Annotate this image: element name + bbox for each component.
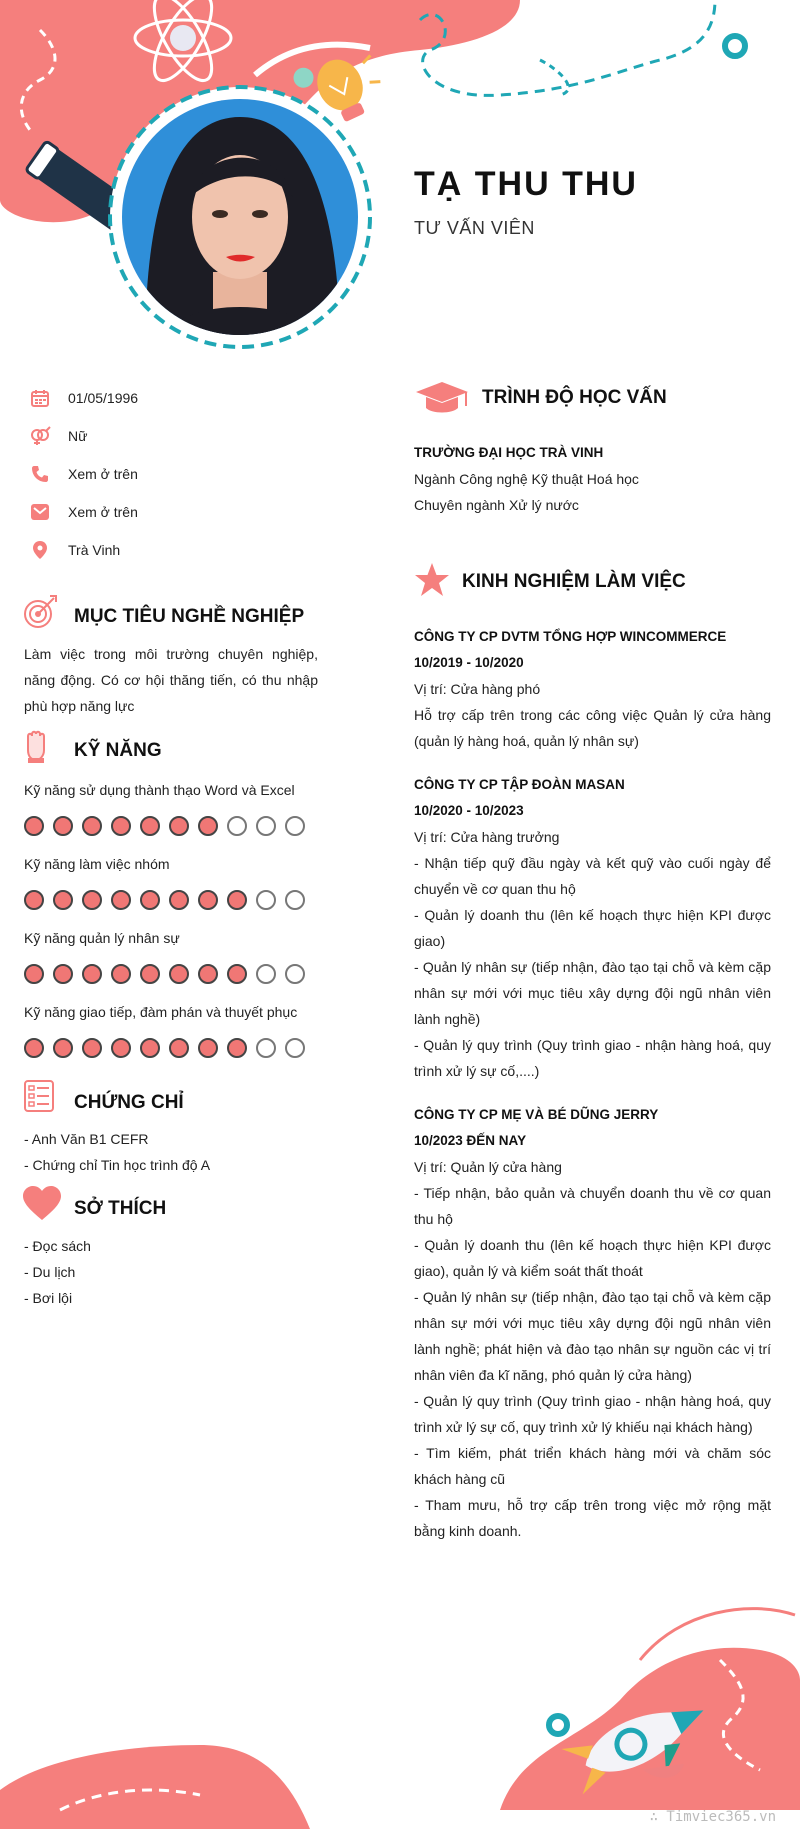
certificates-title: CHỨNG CHỈ (74, 1092, 184, 1113)
skill-label: Kỹ năng sử dụng thành thạo Word và Excel (24, 782, 295, 798)
location-icon (28, 538, 52, 562)
certificate-item: - Chứng chỉ Tin học trình độ A (24, 1157, 211, 1173)
education-line: Ngành Công nghệ Kỹ thuật Hoá học (414, 471, 639, 487)
job-detail-line: - Nhận tiếp quỹ đầu ngày và kết quỹ vào cuối ngày để chuyển về cơ quan thu hộ (414, 855, 771, 897)
contact-gender (28, 424, 87, 448)
graduation-cap-icon (414, 380, 470, 421)
job-period: 10/2020 - 10/2023 (414, 803, 524, 818)
calendar-icon (28, 386, 52, 410)
skill-dot-filled (140, 1038, 160, 1058)
contact-text: Xem ở trên (68, 504, 138, 520)
skill-dot-filled (111, 816, 131, 836)
certificate-item: - Anh Văn B1 CEFR (24, 1131, 149, 1147)
contact-text: 01/05/1996 (68, 390, 139, 406)
gender-icon (28, 424, 52, 448)
contact-text: Nữ (68, 428, 88, 444)
skill-dot-filled (169, 1038, 189, 1058)
job-detail-line: - Tìm kiếm, phát triển khách hàng mới và chăm sóc khách hàng cũ (414, 1445, 771, 1487)
skill-dot-filled (198, 964, 218, 984)
skill-dot-filled (24, 816, 44, 836)
job-period: 10/2019 - 10/2020 (414, 655, 524, 670)
job-detail-line: - Quản lý nhân sự (tiếp nhận, đào tạo tại chỗ và kèm cặp nhân sự mới với mục tiêu xây dựng đội ngũ nhân viên lành nghề) (414, 959, 771, 1027)
skill-rating (24, 816, 314, 836)
job-detail-line: - Quản lý doanh thu (lên kế hoạch thực hiện KPI được giao), quản lý và kiểm soát thất thoát (414, 1237, 771, 1279)
education-title: TRÌNH ĐỘ HỌC VẤN (482, 387, 667, 408)
objective-text (24, 641, 318, 719)
skill-dot-filled (82, 1038, 102, 1058)
company-name: CÔNG TY CP TẬP ĐOÀN MASAN (414, 777, 625, 792)
hobbies-title: SỞ THÍCH (74, 1198, 167, 1219)
skill-dot-filled (111, 964, 131, 984)
skill-dot-filled (111, 1038, 131, 1058)
skill-dot-empty (256, 890, 276, 910)
job-detail-line: - Tham mưu, hỗ trợ cấp trên trong việc mở rộng mặt bằng kinh doanh. (414, 1497, 771, 1539)
company-name: CÔNG TY CP DVTM TỔNG HỢP WINCOMMERCE (414, 629, 727, 644)
target-icon (22, 594, 58, 635)
job-detail-line: Hỗ trợ cấp trên trong các công việc Quản lý cửa hàng (quản lý hàng hoá, quản lý nhân sự) (414, 707, 771, 749)
checklist-icon (24, 1080, 54, 1117)
skill-rating (24, 964, 314, 984)
company-name: CÔNG TY CP MẸ VÀ BÉ DŨNG JERRY (414, 1107, 659, 1122)
skill-dot-filled (227, 964, 247, 984)
job-detail-line: - Quản lý quy trình (Quy trình giao - nhận hàng hoá, quy trình xử lý sự cố,....) (414, 1037, 771, 1079)
education-line: Chuyên ngành Xử lý nước (414, 497, 579, 513)
heart-icon (22, 1186, 62, 1227)
profile-photo (105, 82, 375, 352)
skill-dot-filled (82, 816, 102, 836)
skill-dot-empty (285, 816, 305, 836)
skill-dot-filled (24, 890, 44, 910)
skill-label: Kỹ năng giao tiếp, đàm phán và thuyết phục (24, 1004, 298, 1020)
hand-icon (24, 730, 50, 769)
education-block (414, 440, 771, 518)
contact-birthday (28, 386, 138, 410)
skill-dot-filled (53, 1038, 73, 1058)
skill-dot-filled (169, 816, 189, 836)
hobby-item: - Bơi lội (24, 1290, 73, 1306)
watermark: ∴ Timviec365.vn (649, 1809, 776, 1825)
skill-dot-filled (140, 890, 160, 910)
job-detail-line: Vị trí: Cửa hàng phó (414, 681, 541, 697)
experience-item (414, 772, 771, 1084)
contact-phone (28, 462, 138, 486)
job-detail-line: - Quản lý quy trình (Quy trình giao - nhận hàng hoá, quy trình xử lý sự cố, quy trình xử lý khiếu nại khách hàng) (414, 1393, 771, 1435)
skill-dot-filled (24, 1038, 44, 1058)
skill-dot-filled (198, 890, 218, 910)
job-detail-line: - Quản lý doanh thu (lên kế hoạch thực hiện KPI được giao) (414, 907, 771, 949)
skill-dot-empty (227, 816, 247, 836)
skill-dot-filled (24, 964, 44, 984)
skill-dot-filled (198, 816, 218, 836)
skill-dot-empty (256, 964, 276, 984)
skill-dot-filled (140, 816, 160, 836)
job-period: 10/2023 ĐẾN NAY (414, 1133, 527, 1148)
skill-dot-filled (198, 1038, 218, 1058)
skill-dot-filled (111, 890, 131, 910)
experience-list (414, 624, 771, 1562)
skill-dot-filled (53, 816, 73, 836)
watermark-text: Timviec365.vn (666, 1809, 776, 1825)
skill-dot-filled (227, 1038, 247, 1058)
objective-line: năng động. Có cơ hội thăng tiến, có thu nhập (24, 672, 318, 688)
email-icon (28, 500, 52, 524)
skill-dot-filled (82, 964, 102, 984)
contact-text: Xem ở trên (68, 466, 138, 482)
skill-dot-filled (169, 964, 189, 984)
experience-item (414, 1102, 771, 1544)
job-title: TƯ VẤN VIÊN (414, 218, 535, 238)
skill-rating (24, 1038, 314, 1058)
skill-dot-empty (256, 816, 276, 836)
experience-item (414, 624, 771, 754)
skill-dot-filled (82, 890, 102, 910)
skill-dot-empty (256, 1038, 276, 1058)
contact-location (28, 538, 120, 562)
skill-dot-filled (53, 890, 73, 910)
job-detail-line: Vị trí: Cửa hàng trưởng (414, 829, 560, 845)
star-icon (414, 562, 450, 603)
skill-dot-empty (285, 1038, 305, 1058)
objective-line: phù hợp năng lực (24, 698, 135, 714)
skill-label: Kỹ năng làm việc nhóm (24, 856, 170, 872)
skill-dot-filled (140, 964, 160, 984)
job-detail-line: - Quản lý nhân sự (tiếp nhận, đào tạo tại chỗ và kèm cặp nhân sự mới với mục tiêu xây dựng đội ngũ nhân viên lành nghề; phát hiện và đào tạo nhân sự nguồn các vị trí nhân viên đa kĩ năng, phó quản lý cửa hàng) (414, 1289, 771, 1383)
job-detail-line: Vị trí: Quản lý cửa hàng (414, 1159, 562, 1175)
school-name: TRƯỜNG ĐẠI HỌC TRÀ VINH (414, 445, 604, 460)
skill-dot-filled (169, 890, 189, 910)
objective-title: MỤC TIÊU NGHỀ NGHIỆP (74, 606, 305, 627)
skill-dot-filled (53, 964, 73, 984)
skill-rating (24, 890, 314, 910)
contact-text: Trà Vinh (68, 542, 121, 558)
phone-icon (28, 462, 52, 486)
hobby-item: - Đọc sách (24, 1238, 91, 1254)
skill-label: Kỹ năng quản lý nhân sự (24, 930, 180, 946)
job-detail-line: - Tiếp nhận, bảo quản và chuyển doanh thu về cơ quan thu hộ (414, 1185, 771, 1227)
hobby-item: - Du lịch (24, 1264, 76, 1280)
contact-email (28, 500, 138, 524)
skill-dot-empty (285, 964, 305, 984)
full-name: TẠ THU THU (414, 165, 638, 203)
objective-line: Làm việc trong môi trường chuyên nghiệp, (24, 646, 318, 662)
skills-title: KỸ NĂNG (74, 740, 162, 761)
skill-dot-empty (285, 890, 305, 910)
skill-dot-filled (227, 890, 247, 910)
experience-title: KINH NGHIỆM LÀM VIỆC (462, 571, 686, 592)
